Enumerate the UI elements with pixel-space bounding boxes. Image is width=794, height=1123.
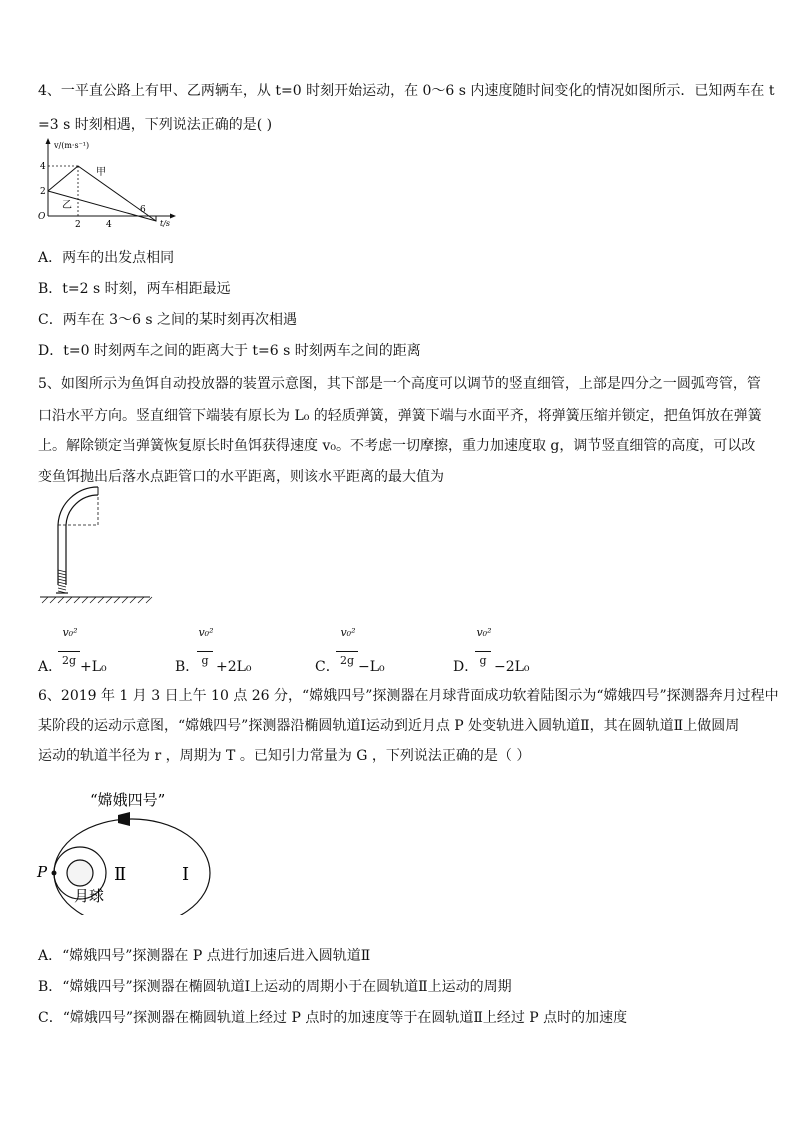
q6-option-a[interactable]: A．“嫦娥四号”探测器在 P 点进行加速后进入圆轨道Ⅱ (38, 948, 371, 964)
label-p: P (37, 863, 48, 881)
label-orbit-2: Ⅱ (114, 864, 127, 885)
q6-stem-line1: 6、2019 年 1 月 3 日上午 10 点 26 分，“嫦娥四号”探测器在月球背面成功软着陆图示为“嫦娥四号”探测器奔月过程中 (38, 688, 779, 704)
q5-bait-launcher-figure (38, 485, 153, 607)
graph-origin: O (38, 212, 46, 222)
q5-stem-line2: 口沿水平方向。竖直细管下端装有原长为 L₀ 的轻质弹簧，弹簧下端与水面平齐，将弹簧压缩并锁定，把鱼饵放在弹簧 (38, 408, 762, 424)
q6-stem-line3: 运动的轨道半径为 r ，周期为 T 。已知引力常量为 G ，下列说法正确的是（ ） (38, 748, 531, 764)
q4-option-b[interactable]: B．t=2 s 时刻，两车相距最远 (38, 281, 231, 297)
probe-icon (118, 812, 130, 826)
label-orbit-1: Ⅰ (182, 864, 190, 885)
y-axis-arrow (46, 138, 51, 144)
q5-stem-line1: 5、如图所示为鱼饵自动投放器的装置示意图，其下部是一个高度可以调节的竖直细管，上部是四分之一圆弧弯管，管 (38, 376, 761, 392)
graph-label-yi: 乙 (62, 200, 72, 211)
q4-option-d[interactable]: D．t=0 时刻两车之间的距离大于 t=6 s 时刻两车之间的距离 (38, 343, 421, 359)
graph-xtick-4: 4 (106, 220, 112, 230)
graph-xtick-2: 2 (75, 220, 81, 230)
graph-xlabel: t/s (160, 219, 171, 228)
figure-title: “嫦娥四号” (90, 791, 166, 809)
spring-icon (58, 570, 66, 593)
graph-ytick-4: 4 (40, 162, 46, 172)
moon-icon (67, 860, 93, 886)
q4-stem-line1: 4、一平直公路上有甲、乙两辆车，从 t=0 时刻开始运动，在 0～6 s 内速度随时间变化的情况如图所示．已知两车在 t (38, 83, 775, 99)
x-axis-arrow (170, 214, 176, 219)
q4-velocity-graph (30, 138, 180, 230)
q5-stem-line3: 上。解除锁定当弹簧恢复原长时鱼饵获得速度 v₀。不考虑一切摩擦，重力加速度取 g，调节竖直细管的高度，可以改 (38, 438, 756, 454)
graph-ylabel: v/(m·s⁻¹) (54, 141, 90, 150)
q5-stem-line4: 变鱼饵抛出后落水点距管口的水平距离，则该水平距离的最大值为 (38, 469, 444, 485)
q6-stem-line2: 某阶段的运动示意图，“嫦娥四号”探测器沿椭圆轨道Ⅰ运动到近月点 P 处变轨进入圆轨道Ⅱ，其在圆轨道Ⅱ上做圆周 (38, 718, 740, 734)
q4-stem-line2: =3 s 时刻相遇，下列说法正确的是( ) (38, 117, 273, 133)
q6-option-c[interactable]: C．“嫦娥四号”探测器在椭圆轨道上经过 P 点时的加速度等于在圆轨道Ⅱ上经过 P 点时的加速度 (38, 1010, 628, 1026)
q6-orbit-figure (30, 785, 220, 915)
q4-option-c[interactable]: C．两车在 3～6 s 之间的某时刻再次相遇 (38, 312, 298, 328)
q6-option-b[interactable]: B．“嫦娥四号”探测器在椭圆轨道Ⅰ上运动的周期小于在圆轨道Ⅱ上运动的周期 (38, 979, 512, 995)
label-moon: 月球 (74, 887, 105, 905)
graph-xtick-6: 6 (140, 205, 146, 215)
graph-ytick-2: 2 (40, 187, 46, 197)
point-p (52, 871, 57, 876)
graph-label-jia: 甲 (96, 167, 106, 178)
ground-hatch (42, 597, 152, 603)
q4-option-a[interactable]: A．两车的出发点相同 (38, 250, 175, 266)
